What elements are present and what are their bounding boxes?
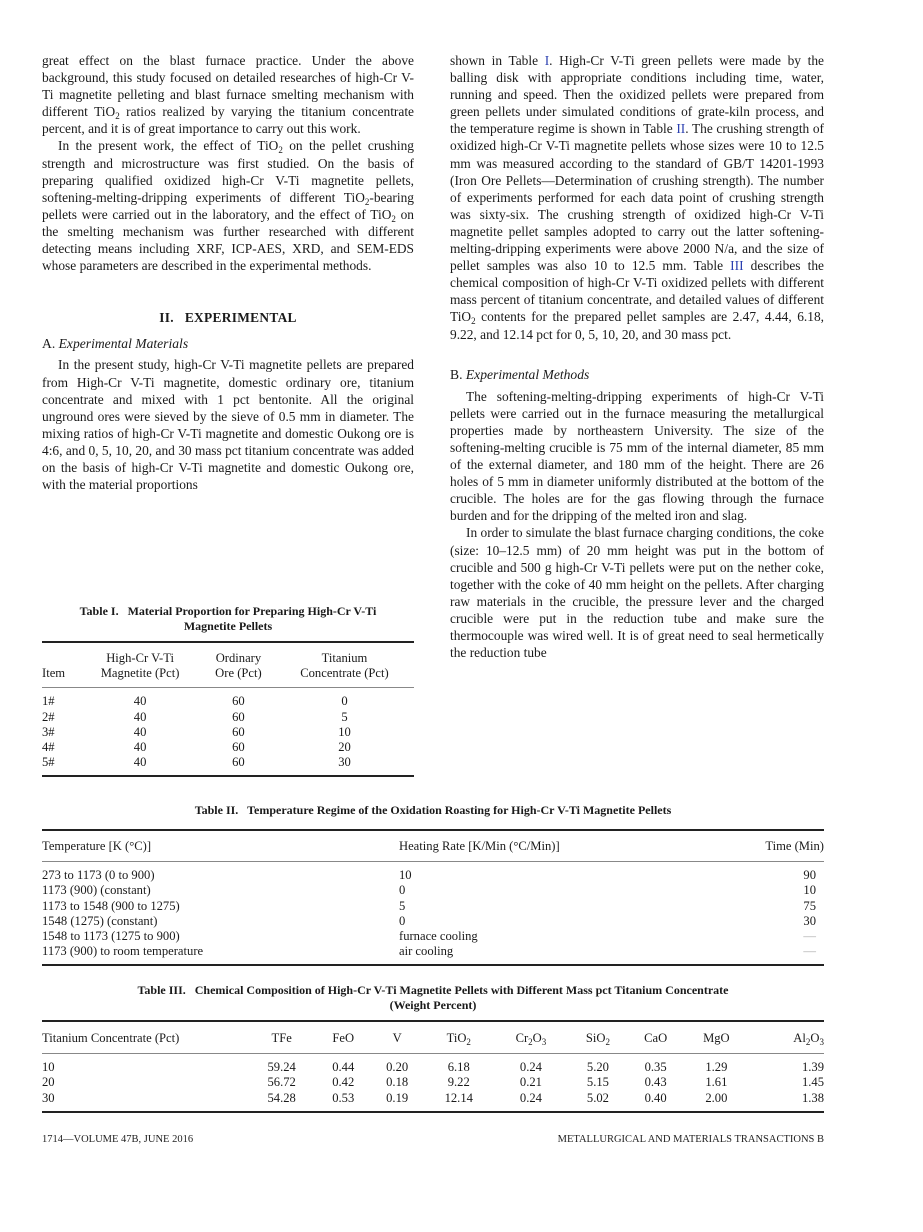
- table-cell: 30: [42, 1090, 55, 1105]
- table-3-header: SiO$_2$: [568, 1021, 627, 1054]
- table-cell: 90: [803, 868, 816, 883]
- table-cell: 2.00: [705, 1090, 728, 1105]
- table-cell: 40: [133, 694, 147, 709]
- table-cell: 1548 (1275) (constant): [42, 913, 158, 928]
- table-cell: 0.35: [644, 1060, 667, 1075]
- table-cell: 40: [133, 724, 147, 739]
- table-cell: 40: [133, 755, 147, 770]
- table-cell: 5.15: [586, 1075, 609, 1090]
- methods-paragraph: The softening-melting-dripping experiments of high-Cr V-Ti pellets were carried out in the furnace measuring the metallurgical properties made by northeastern University. The size of the softening-melting crucible is 75 mm of the internal diameter, 85 mm of the external diameter, and 180 mm of the height. There are 26 holes of 5 mm in diameter uniformly distributed at the bottom of the crucible. The holes are for the gas flowing through the furnace burden and for the dripping of the melted iron and slag.: [450, 388, 824, 524]
- table-1-grid: [42, 641, 414, 777]
- table-cell: 0: [399, 913, 406, 928]
- table-cell: 0.21: [519, 1075, 542, 1090]
- table-cell: 0: [341, 694, 348, 709]
- table-cell: 10: [399, 868, 412, 883]
- table-cell: 6.18: [447, 1060, 470, 1075]
- table-row: [42, 862, 824, 884]
- table-cell: 1173 (900) to room temperature: [42, 944, 204, 959]
- table-cell: 40: [133, 740, 147, 755]
- table-cell: 59.24: [267, 1060, 296, 1075]
- table-cell: 0.24: [519, 1060, 542, 1075]
- table-row: [42, 755, 414, 776]
- table-cell: 0.42: [332, 1075, 355, 1090]
- table-cell: 2#: [42, 709, 55, 724]
- table-1-caption: Table I. Material Proportion for Preparing High-Cr V-Ti Magnetite Pellets: [79, 604, 377, 633]
- footer-journal-name: METALLURGICAL AND MATERIALS TRANSACTIONS B: [557, 1134, 824, 1145]
- table-row: [42, 944, 824, 965]
- table-cell: 12.14: [444, 1090, 473, 1105]
- table-cell: —: [803, 929, 816, 944]
- table-3-header: V: [370, 1021, 424, 1054]
- table-cell: 0.44: [332, 1060, 355, 1075]
- materials-paragraph: In the present study, high-Cr V-Ti magnetite pellets are prepared from High-Cr V-Ti magnetite, domestic ordinary ore, titanium concentrate and mixed with 1 pct bentonite. All the original unground ores were sieved by the sieve of 0.5 mm in diameter. The mixing ratios of high-Cr V-Ti magnetite and domestic Oukong ore is 4:6, and 0, 5, 10, 20, and 30 mass pct titanium concentrate was added on the basis of high-Cr V-Ti magnetite and domestic Oukong ore, with the material proportions: [42, 357, 414, 493]
- table-3-header: TFe: [247, 1021, 316, 1054]
- table-row: [42, 899, 824, 914]
- table-cell: 10: [338, 724, 351, 739]
- table-cell: 60: [232, 709, 245, 724]
- table-cell: 5.20: [586, 1060, 609, 1075]
- table-2-link[interactable]: II: [676, 121, 686, 137]
- table-cell: 5: [341, 709, 348, 724]
- left-column: [42, 52, 414, 493]
- table-3-link[interactable]: III: [730, 258, 744, 274]
- table-cell: 0.53: [332, 1090, 355, 1105]
- table-1-header-item: Item: [42, 642, 78, 688]
- table-row: [42, 688, 414, 710]
- table-3-header: $Al_2O_3$: [749, 1021, 824, 1054]
- table-cell: 60: [232, 755, 245, 770]
- table-cell: 5#: [42, 755, 55, 770]
- table-cell: 1.29: [705, 1060, 728, 1075]
- table-cell: 1173 to 1548 (900 to 1275): [42, 898, 180, 913]
- table-3-header: CaO: [627, 1021, 683, 1054]
- materials-paragraph-continued: shown in Table I. High-Cr V-Ti green pellets were made by the balling disk with appropriate conditions including time, water, running and speed. Then the oxidized pellets were prepared from green pellets under simulated conditions of grate-kiln process, and the temperature regime is shown in Table II. The crushing strength of oxidized high-Cr V-Ti magnetite pellets whose sizes were 10 to 12.5 mm was measured according to the standard of GB/T 14201-1993 (Iron Ore Pellets—Determination of crushing strength). The number of experiments performed for each data point of crushing strength was sixty-six. The crushing strength of oxidized high-Cr V-Ti magnetite pellet samples adopted to carry out the latter softening-melting-dripping experiments were above 2000 N/a, and the size of pellet samples was also 10 to 12.5 mm. Table III describes the chemical composition of high-Cr V-Ti oxidized pellets with different mass percent of titanium concentrate, and detailed values of different TiO$_2$ contents for the prepared pellet samples are 2.47, 4.44, 6.18, 9.22, and 12.14 pct for 0, 5, 10, 20, and 30 mass pct.: [450, 53, 824, 342]
- table-1: [42, 604, 414, 777]
- subsection-a-heading: A. Experimental Materials: [42, 336, 189, 352]
- table-cell: 0.20: [386, 1060, 409, 1075]
- subsection-b-heading: B. Experimental Methods: [450, 366, 590, 382]
- table-cell: 60: [232, 740, 245, 755]
- table-cell: 4#: [42, 740, 55, 755]
- table-cell: 75: [803, 898, 816, 913]
- present-work-paragraph: In the present work, the effect of TiO$_2$ on the pellet crushing strength and microstructure was first studied. On the basis of preparing qualified oxidized high-Cr V-Ti magnetite pellets, softening-melting-dripping experiments of different TiO$_2$-bearing pellets were carried out in the laboratory, and the effect of TiO$_2$ on the smelting mechanism was further researched with different detecting means including XRF, ICP-AES, XRD, and SEM-EDS whose parameters are described in the experimental methods.: [42, 138, 415, 274]
- table-2-caption: Table II. Temperature Regime of the Oxidation Roasting for High-Cr V-Ti Magnetite Pellets: [194, 803, 672, 817]
- table-1-header-titanium: Titanium Concentrate (Pct): [275, 642, 414, 688]
- table-cell: 3#: [42, 724, 55, 739]
- footer-page-info: 1714—VOLUME 47B, JUNE 2016: [42, 1134, 194, 1145]
- right-column: [450, 52, 824, 661]
- table-2-header-time: Time (Min): [710, 830, 824, 862]
- table-2-header-heating-rate: Heating Rate [K/Min (°C/Min)]: [399, 830, 710, 862]
- table-cell: 0.19: [386, 1090, 409, 1105]
- table-cell: 60: [232, 724, 245, 739]
- table-2: [42, 803, 824, 966]
- table-cell: 1.39: [801, 1060, 824, 1075]
- table-cell: 1548 to 1173 (1275 to 900): [42, 929, 180, 944]
- table-cell: 30: [803, 913, 816, 928]
- table-row: [42, 914, 824, 929]
- table-row: [42, 725, 414, 740]
- section-title-experimental: II. EXPERIMENTAL: [159, 310, 297, 326]
- table-3-caption: Table III. Chemical Composition of High-Cr V-Ti Magnetite Pellets with Different Mass pct Titanium Concentrate (Weight Percent): [137, 983, 729, 1012]
- table-3: [42, 983, 824, 1113]
- table-cell: 0.18: [386, 1075, 409, 1090]
- table-row: [42, 1075, 824, 1090]
- table-3-grid: [42, 1020, 824, 1113]
- table-cell: air cooling: [399, 944, 454, 959]
- table-cell: 1.61: [705, 1075, 728, 1090]
- charging-paragraph: In order to simulate the blast furnace charging conditions, the coke (size: 10–12.5 mm) of 20 mm height was put in the bottom of crucible and 500 g high-Cr V-Ti pellets were put on the nether coke, together with the coke of 40 mm height on the pellets. After charging raw materials in the crucible, the pressure lever and the charged crucible were put in the reduction tube and make sure the thermocouple was wired well. It is of great need to seal hermetically the reduction tube: [450, 525, 824, 661]
- table-cell: 40: [133, 709, 147, 724]
- table-row: [42, 929, 824, 944]
- table-cell: furnace cooling: [399, 929, 478, 944]
- table-row: [42, 883, 824, 898]
- table-cell: 10: [42, 1060, 55, 1075]
- table-cell: 1.38: [801, 1090, 824, 1105]
- table-cell: 273 to 1173 (0 to 900): [42, 868, 155, 883]
- table-cell: —: [803, 944, 816, 959]
- table-3-header: Titanium Concentrate (Pct): [42, 1021, 247, 1054]
- table-cell: 10: [803, 883, 816, 898]
- table-cell: 20: [42, 1075, 55, 1090]
- table-cell: 56.72: [267, 1075, 296, 1090]
- table-cell: 0.24: [519, 1090, 542, 1105]
- table-cell: 1173 (900) (constant): [42, 883, 151, 898]
- table-row: [42, 710, 414, 725]
- table-cell: 1#: [42, 694, 55, 709]
- table-row: [42, 1054, 824, 1076]
- table-cell: 20: [338, 740, 351, 755]
- table-cell: 0.40: [644, 1090, 667, 1105]
- table-3-header: MgO: [684, 1021, 749, 1054]
- table-cell: 9.22: [447, 1075, 470, 1090]
- table-cell: 0: [399, 883, 406, 898]
- table-2-header-temperature: Temperature [K (°C)]: [42, 830, 399, 862]
- table-1-link[interactable]: I: [544, 53, 550, 68]
- table-3-header: $Cr_2O_3$: [493, 1021, 568, 1054]
- table-1-header-ordinary-ore: Ordinary Ore (Pct): [202, 642, 275, 688]
- table-1-header-magnetite: High-Cr V-Ti Magnetite (Pct): [78, 642, 202, 688]
- table-cell: 60: [232, 694, 245, 709]
- table-cell: 54.28: [267, 1090, 296, 1105]
- table-2-grid: [42, 829, 824, 966]
- table-3-header: TiO$_2$: [424, 1021, 493, 1054]
- table-cell: 5: [399, 898, 406, 913]
- table-cell: 30: [338, 755, 351, 770]
- table-cell: 5.02: [586, 1090, 609, 1105]
- intro-paragraph-end: great effect on the blast furnace practice. Under the above background, this study focused on detailed researches of high-Cr V-Ti magnetite pelleting and blast furnace smelting mechanism with different TiO$_2$ ratios realized by varying the titanium concentrate percent, and it is of great importance to carry out this work.: [42, 53, 414, 137]
- table-cell: 1.45: [801, 1075, 824, 1090]
- table-3-header: FeO: [316, 1021, 370, 1054]
- table-row: [42, 1091, 824, 1112]
- table-cell: 0.43: [644, 1075, 667, 1090]
- table-row: [42, 740, 414, 755]
